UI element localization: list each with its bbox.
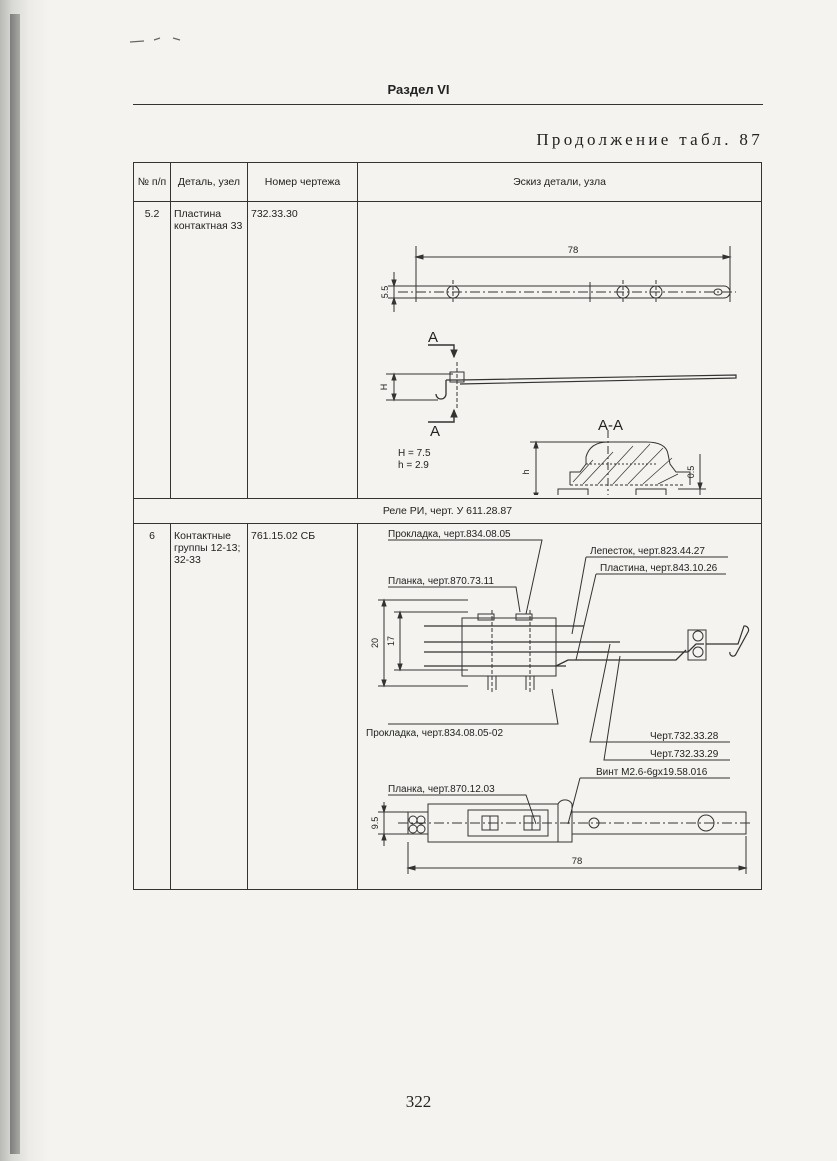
drawing-number: 761.15.02 СБ — [248, 524, 358, 890]
table-continuation-caption: Продолжение табл. 87 — [536, 130, 763, 149]
column-header-sketch: Эскиз детали, узла — [358, 163, 762, 202]
table-row — [134, 524, 762, 890]
contact-plate-sketch — [358, 202, 762, 495]
row-number: 5.2 — [134, 202, 171, 499]
note-H: H = 7.5 — [398, 448, 431, 459]
label-vint: Винт М2.6-6gx19.58.016 — [596, 767, 708, 778]
part-name: Пластина контактная 33 — [171, 202, 248, 499]
dimension-length: 78 — [567, 245, 579, 256]
section-title: А-А — [598, 417, 624, 434]
label-chert-28: Черт.732.33.28 — [650, 731, 719, 742]
label-planka-2: Планка, черт.870.12.03 — [388, 784, 495, 795]
relay-caption: Реле РИ, черт. У 611.28.87 — [134, 499, 762, 524]
dimension-78: 78 — [571, 856, 583, 867]
contact-group-sketch — [358, 524, 762, 886]
dimension-H: H — [379, 383, 389, 391]
parts-table — [133, 162, 762, 890]
dimension-width: 5.5 — [380, 285, 390, 299]
table-row — [134, 202, 762, 499]
header-rule — [133, 104, 763, 105]
column-header-part: Деталь, узел — [171, 163, 248, 202]
note-h: h = 2.9 — [398, 460, 429, 471]
label-lepestok: Лепесток, черт.823.44.27 — [590, 546, 705, 557]
column-header-number: № п/п — [134, 163, 171, 202]
table-header-row — [134, 163, 762, 202]
part-name: Контактные группы 12-13; 32-33 — [171, 524, 248, 890]
dimension-9-5: 9.5 — [370, 816, 380, 830]
page-number: 322 — [405, 1092, 432, 1111]
scan-smudge — [130, 36, 185, 44]
label-chert-29: Черт.732.33.29 — [650, 749, 719, 760]
column-header-drawing: Номер чертежа — [248, 163, 358, 202]
label-planka: Планка, черт.870.73.11 — [388, 576, 494, 587]
section-mark-top: А — [428, 329, 439, 346]
sketch-cell — [358, 524, 762, 890]
drawing-number: 732.33.30 — [248, 202, 358, 499]
sketch-cell — [358, 202, 762, 499]
row-number: 6 — [134, 524, 171, 890]
dimension-17: 17 — [386, 635, 396, 647]
label-prokladka-02: Прокладка, черт.834.08.05-02 — [366, 728, 504, 739]
section-mark-bottom: А — [430, 423, 441, 440]
dimension-h: h — [521, 469, 531, 475]
section-title: Раздел VI — [387, 82, 450, 97]
scan-edge — [0, 0, 48, 1161]
label-prokladka: Прокладка, черт.834.08.05 — [388, 529, 511, 540]
label-plastina: Пластина, черт.843.10.26 — [600, 563, 718, 574]
dimension-0-5: 0.5 — [686, 465, 696, 479]
dimension-20: 20 — [370, 637, 380, 649]
relay-caption-row — [134, 499, 762, 524]
